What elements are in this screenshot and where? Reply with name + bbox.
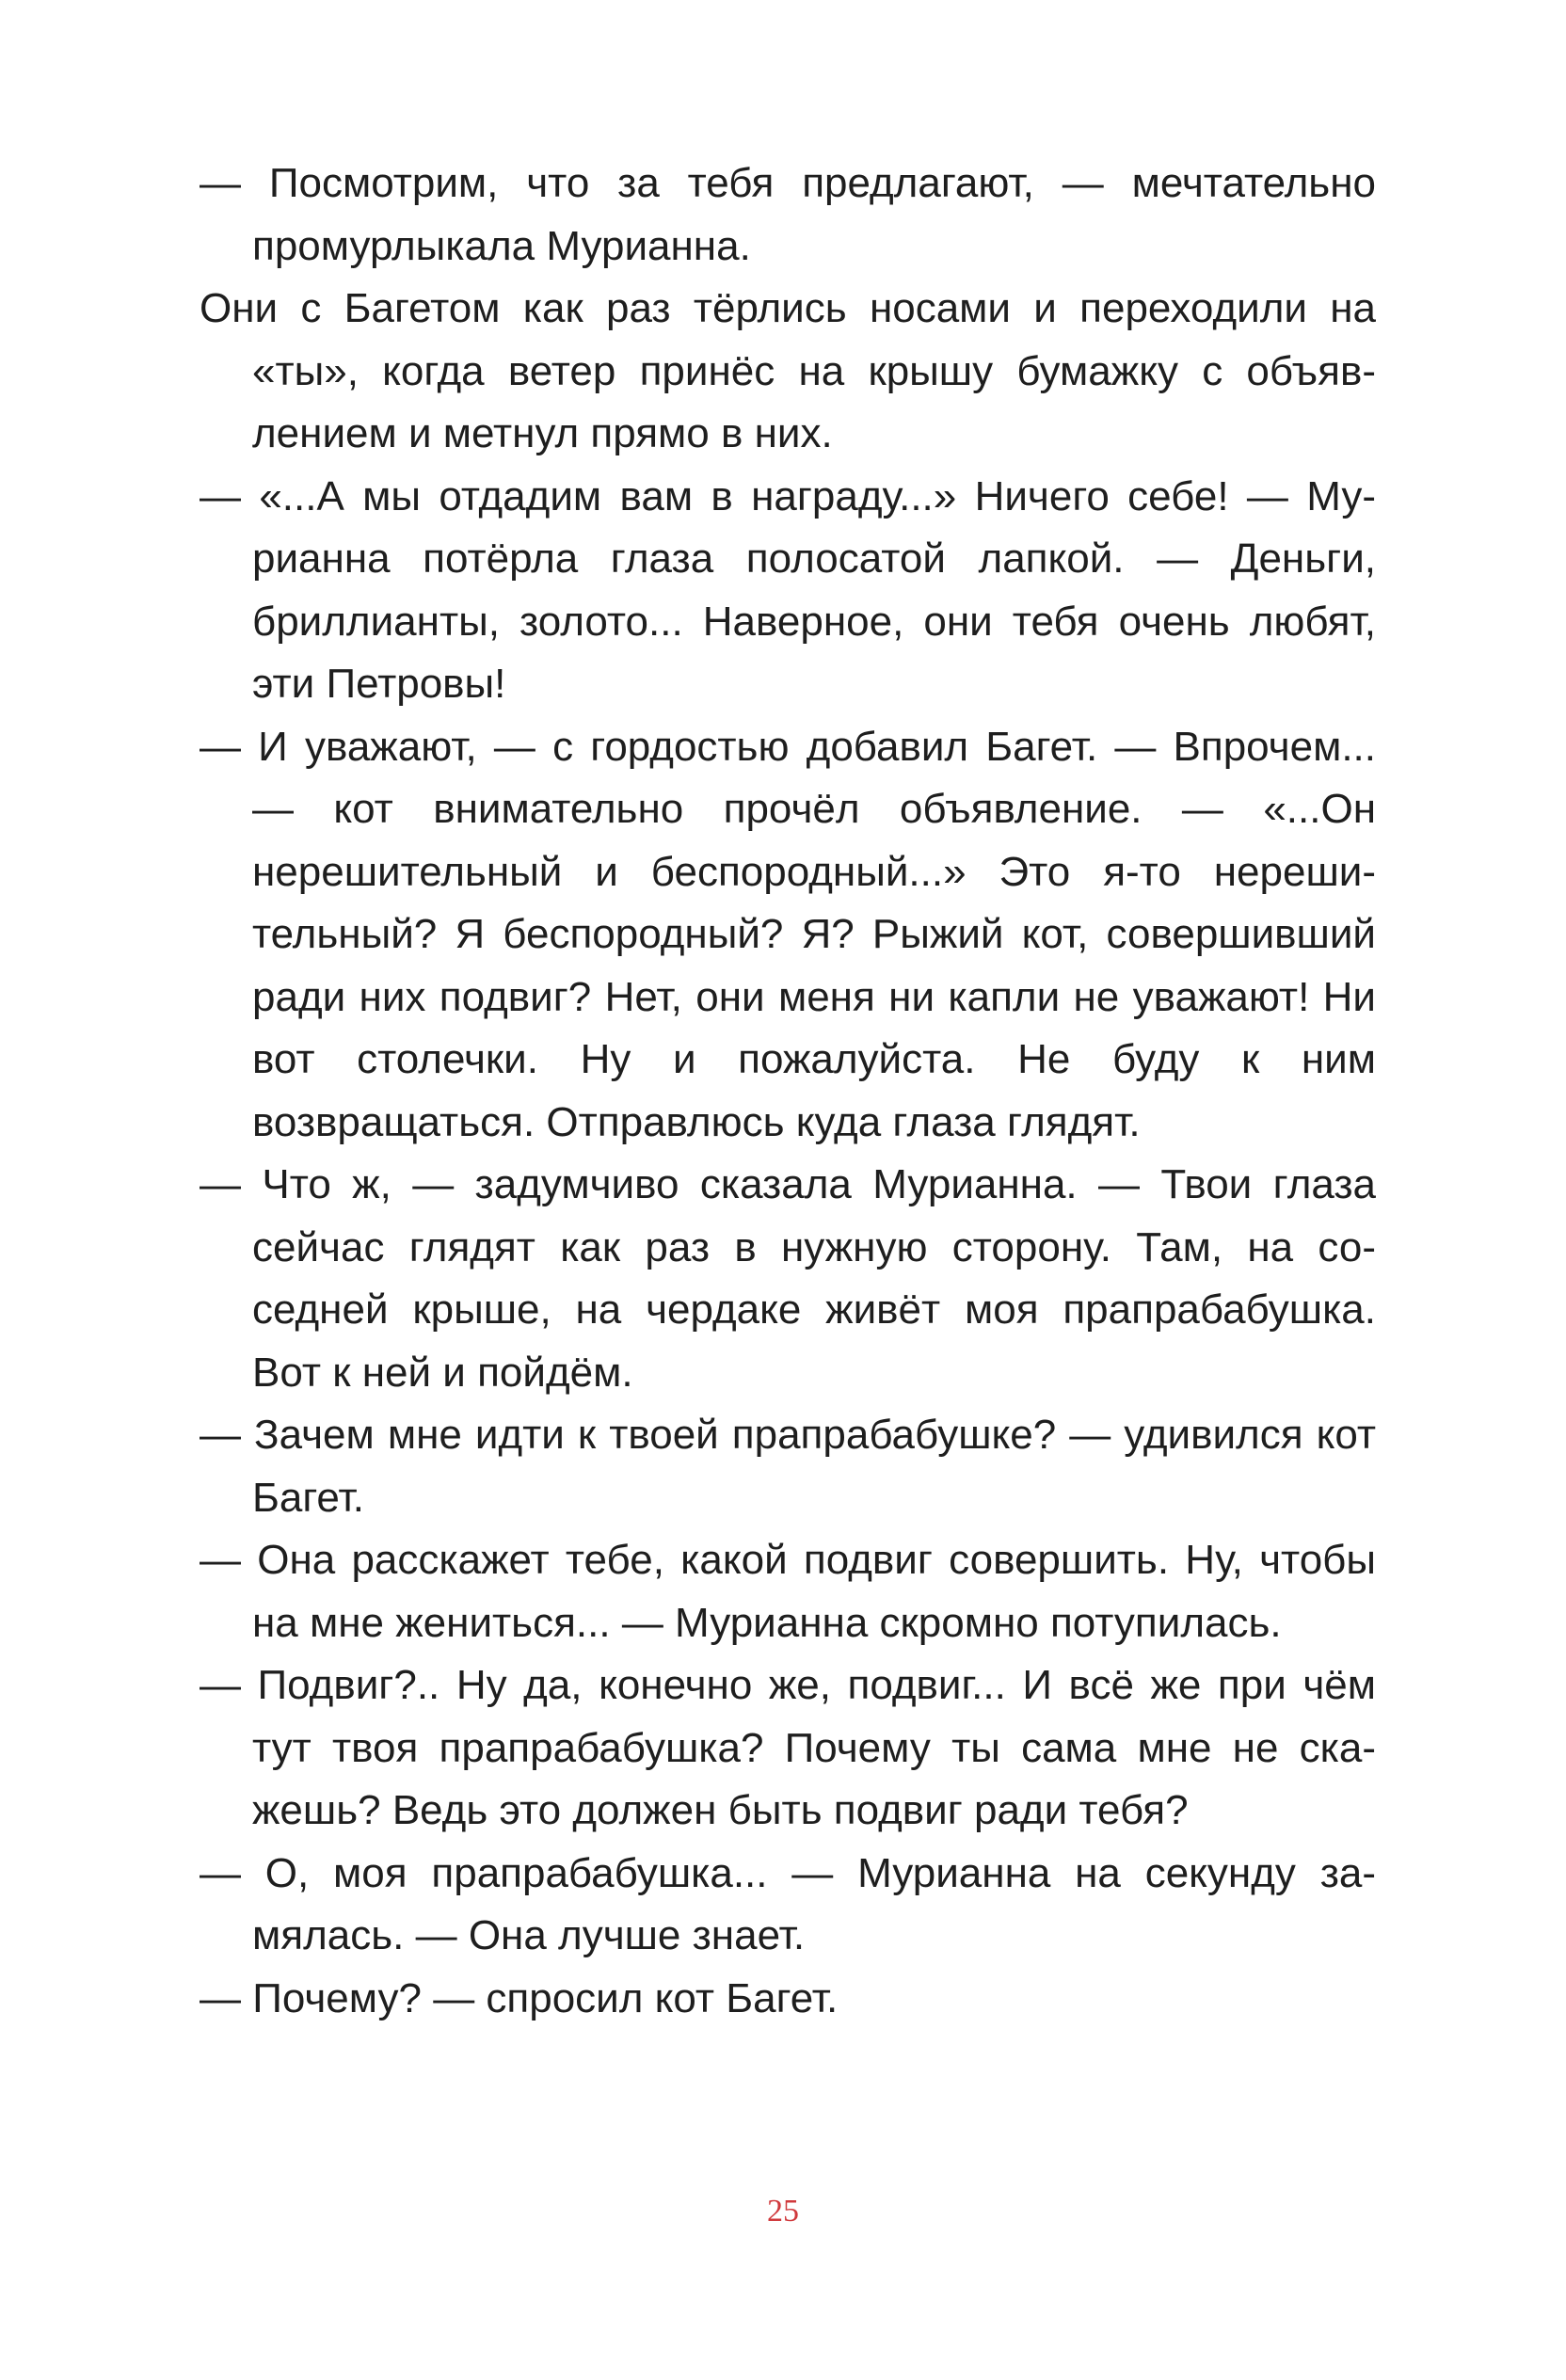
paragraph: — Что ж, — задумчиво сказала Мурианна. — Твои глаза сейчас глядят как раз в нужную сторону. Там, на соседней крыше, на чердаке живёт моя прапрабабушка. Вот к ней и пойдём. <box>200 1161 1376 1396</box>
page-number: 25 <box>767 2194 799 2228</box>
paragraph: — Подвиг?.. Ну да, конечно же, подвиг... И всё же при чём тут твоя прапрабабушка? Почему ты сама мне не скажешь? Ведь это должен быть подвиг ради тебя? <box>200 1662 1376 1833</box>
paragraph: — Зачем мне идти к твоей прапрабабушке? — удивился кот Багет. <box>200 1412 1376 1521</box>
paragraph: Они с Багетом как раз тёрлись носами и переходили на «ты», когда ветер принёс на крышу бумажку с объявлением и метнул прямо в них. <box>200 285 1376 456</box>
body-text <box>200 152 1376 2030</box>
paragraph: — Почему? — спросил кот Багет. <box>200 1974 839 2021</box>
paragraph: — И уважают, — с гордостью добавил Багет. — Впрочем... — кот внимательно прочёл объявление. — «...Он нерешительный и беспородный...» Это я-то нерешительный? Я беспородный? Я? Рыжий кот, совершивший ради них подвиг? Нет, они меня ни капли не уважают! Ни вот столечки. Ну и пожалуйста. Не буду к ним возвращаться. Отправлюсь куда глаза глядят. <box>200 723 1376 1145</box>
paragraph: — О, моя прапрабабушка... — Мурианна на секунду замялась. — Она лучше знает. <box>200 1849 1376 1958</box>
paragraph: — «...А мы отдадим вам в награду...» Ничего себе! — Мурианна потёрла глаза полосатой лапкой. — Деньги, бриллианты, золото... Наверное, они тебя очень любят, эти Петровы! <box>200 472 1376 707</box>
paragraph: — Посмотрим, что за тебя предлагают, — мечтательно промурлыкала Мурианна. <box>200 160 1376 269</box>
paragraph: — Она расскажет тебе, какой подвиг совершить. Ну, чтобы на мне жениться... — Мурианна скромно потупилась. <box>200 1537 1376 1646</box>
